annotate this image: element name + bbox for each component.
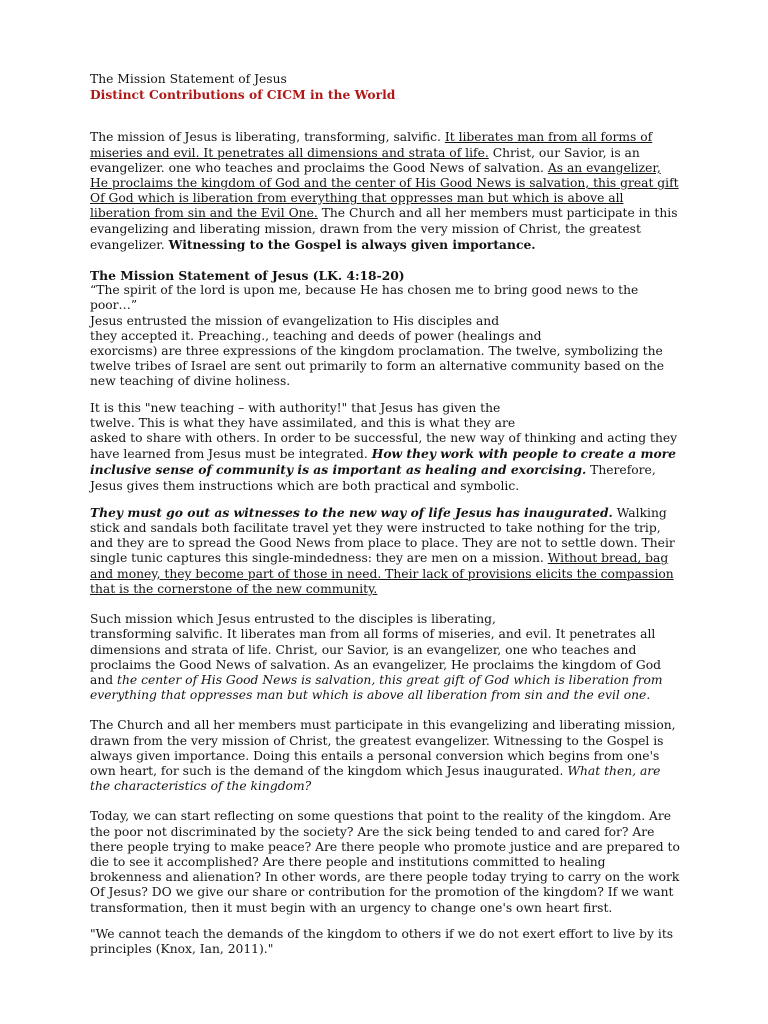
bold-italic-run: They must go out as witnesses to the new way of life Jesus has inaugurated. bbox=[90, 504, 613, 520]
underlined-run: As an evangelizer, He proclaims the kingdom of God and the center of His Good News is salvation, this great gift Of God which is liberation from everything that oppresses man but which is above all liberation from sin and the Evil One. bbox=[90, 160, 679, 221]
text-run: Therefore, Jesus gives them instructions which are both practical and symbolic. bbox=[90, 463, 656, 493]
spacer bbox=[90, 794, 680, 809]
text-run: The mission of Jesus is liberating, transforming, salvific. bbox=[90, 130, 445, 145]
text-line: they accepted it. Preaching., teaching and deeds of power (healings and bbox=[90, 328, 542, 343]
scripture-quote: “The spirit of the lord is upon me, because He has chosen me to bring good news to the poor…” bbox=[90, 283, 639, 313]
closing-quote: "We cannot teach the demands of the kingdom to others if we do not exert effort to live by its principles (Knox, Ian, 2011)." bbox=[90, 926, 674, 956]
text-run: The Church and all her members must participate in this evangelizing and liberating mission, drawn from the very mission of Christ, the greatest evangelizer. bbox=[90, 206, 678, 252]
spacer bbox=[90, 916, 680, 927]
spacer bbox=[90, 102, 680, 130]
italic-run: the center of His Good News is salvation, this great gift of God which is liberation from everything that oppresses man but which is above all liberation from sin and the evil one. bbox=[90, 672, 663, 703]
text-run: exorcisms) are three expressions of the kingdom proclamation. The twelve, symbolizing the twelve tribes of Israel are sent out primarily to form an alternative community based on the new teaching of divine holiness. bbox=[90, 344, 665, 389]
paragraph-such-mission bbox=[90, 612, 680, 703]
paragraph-mission-statement bbox=[90, 268, 680, 390]
text-line: It is this "new teaching – with authority!" that Jesus has given the bbox=[90, 400, 501, 415]
paragraph-today: Today, we can start reflecting on some questions that point to the reality of the kingdom. Are the poor not discriminated by the society? Are the sick being tended to and cared for? Are there people trying to make peace? Are there people who promote justice and are prepared to die to see it accomplished? Are there people and institutions committed to healing brokenness and alienation? In other words, are there people today trying to carry on the work Of Jesus? DO we give our share or contribution for the promotion of the kingdom? If we want transformation, then it must begin with an urgency to change one's own heart first. bbox=[90, 809, 680, 915]
spacer bbox=[90, 703, 680, 718]
paragraph-witnesses bbox=[90, 505, 680, 597]
spacer bbox=[90, 390, 680, 401]
document-page bbox=[90, 72, 680, 957]
spacer bbox=[90, 597, 680, 612]
paragraph-church bbox=[90, 718, 680, 794]
text-run: The Church and all her members must participate in this evangelizing and liberating mission, drawn from the very mission of Christ, the greatest evangelizer. Witnessing to the Gospel is always given importance. Doing this entails a personal conversion which begins from one's own heart, for such is the demand of the kingdom which Jesus inaugurated. bbox=[90, 718, 676, 778]
bold-italic-run: How they work with people to create a more inclusive sense of community is as important as healing and exorcising. bbox=[90, 446, 676, 478]
bold-run: Witnessing to the Gospel is always given importance. bbox=[168, 236, 536, 252]
italic-run: What then, are the characteristics of the kingdom? bbox=[90, 763, 661, 794]
text-line: Jesus entrusted the mission of evangelization to His disciples and bbox=[90, 313, 500, 328]
underlined-run: Without bread, bag and money, they become part of those in need. Their lack of provisions elicits the compassion that is the cornerstone of the new community. bbox=[90, 551, 674, 596]
text-line: twelve. This is what they have assimilated, and this is what they are bbox=[90, 415, 516, 430]
text-run: Walking stick and sandals both facilitate travel yet they were instructed to take nothing for the trip, and they are to spread the Good News from place to place. They are not to settle down. Their single tunic captures this single-mindedness: they are men on a mission. bbox=[90, 505, 675, 566]
paragraph-new-teaching bbox=[90, 401, 680, 494]
spacer bbox=[90, 253, 680, 268]
document-subtitle: Distinct Contributions of CICM in the World bbox=[90, 87, 396, 103]
underlined-run: It liberates man from all forms of miseries and evil. It penetrates all dimensions and strata of life. bbox=[90, 130, 653, 160]
text-line: Such mission which Jesus entrusted to the disciples is liberating, bbox=[90, 612, 496, 627]
section-heading: The Mission Statement of Jesus (LK. 4:18-20) bbox=[90, 268, 405, 284]
spacer bbox=[90, 494, 680, 505]
text-run: Christ, our Savior, is an evangelizer. one who teaches and proclaims the Good News of salvation. bbox=[90, 145, 640, 175]
text-run: transforming salvific. It liberates man from all forms of miseries, and evil. It penetrates all dimensions and strata of life. Christ, our Savior, is an evangelizer, one who teaches and proclaims the Good News of salvation. As an evangelizer, He proclaims the kingdom of God and bbox=[90, 627, 661, 687]
document-title: The Mission Statement of Jesus bbox=[90, 72, 287, 86]
text-run: asked to share with others. In order to be successful, the new way of thinking and acting they have learned from Jesus must be integrated. bbox=[90, 431, 678, 462]
paragraph-mission bbox=[90, 130, 680, 253]
